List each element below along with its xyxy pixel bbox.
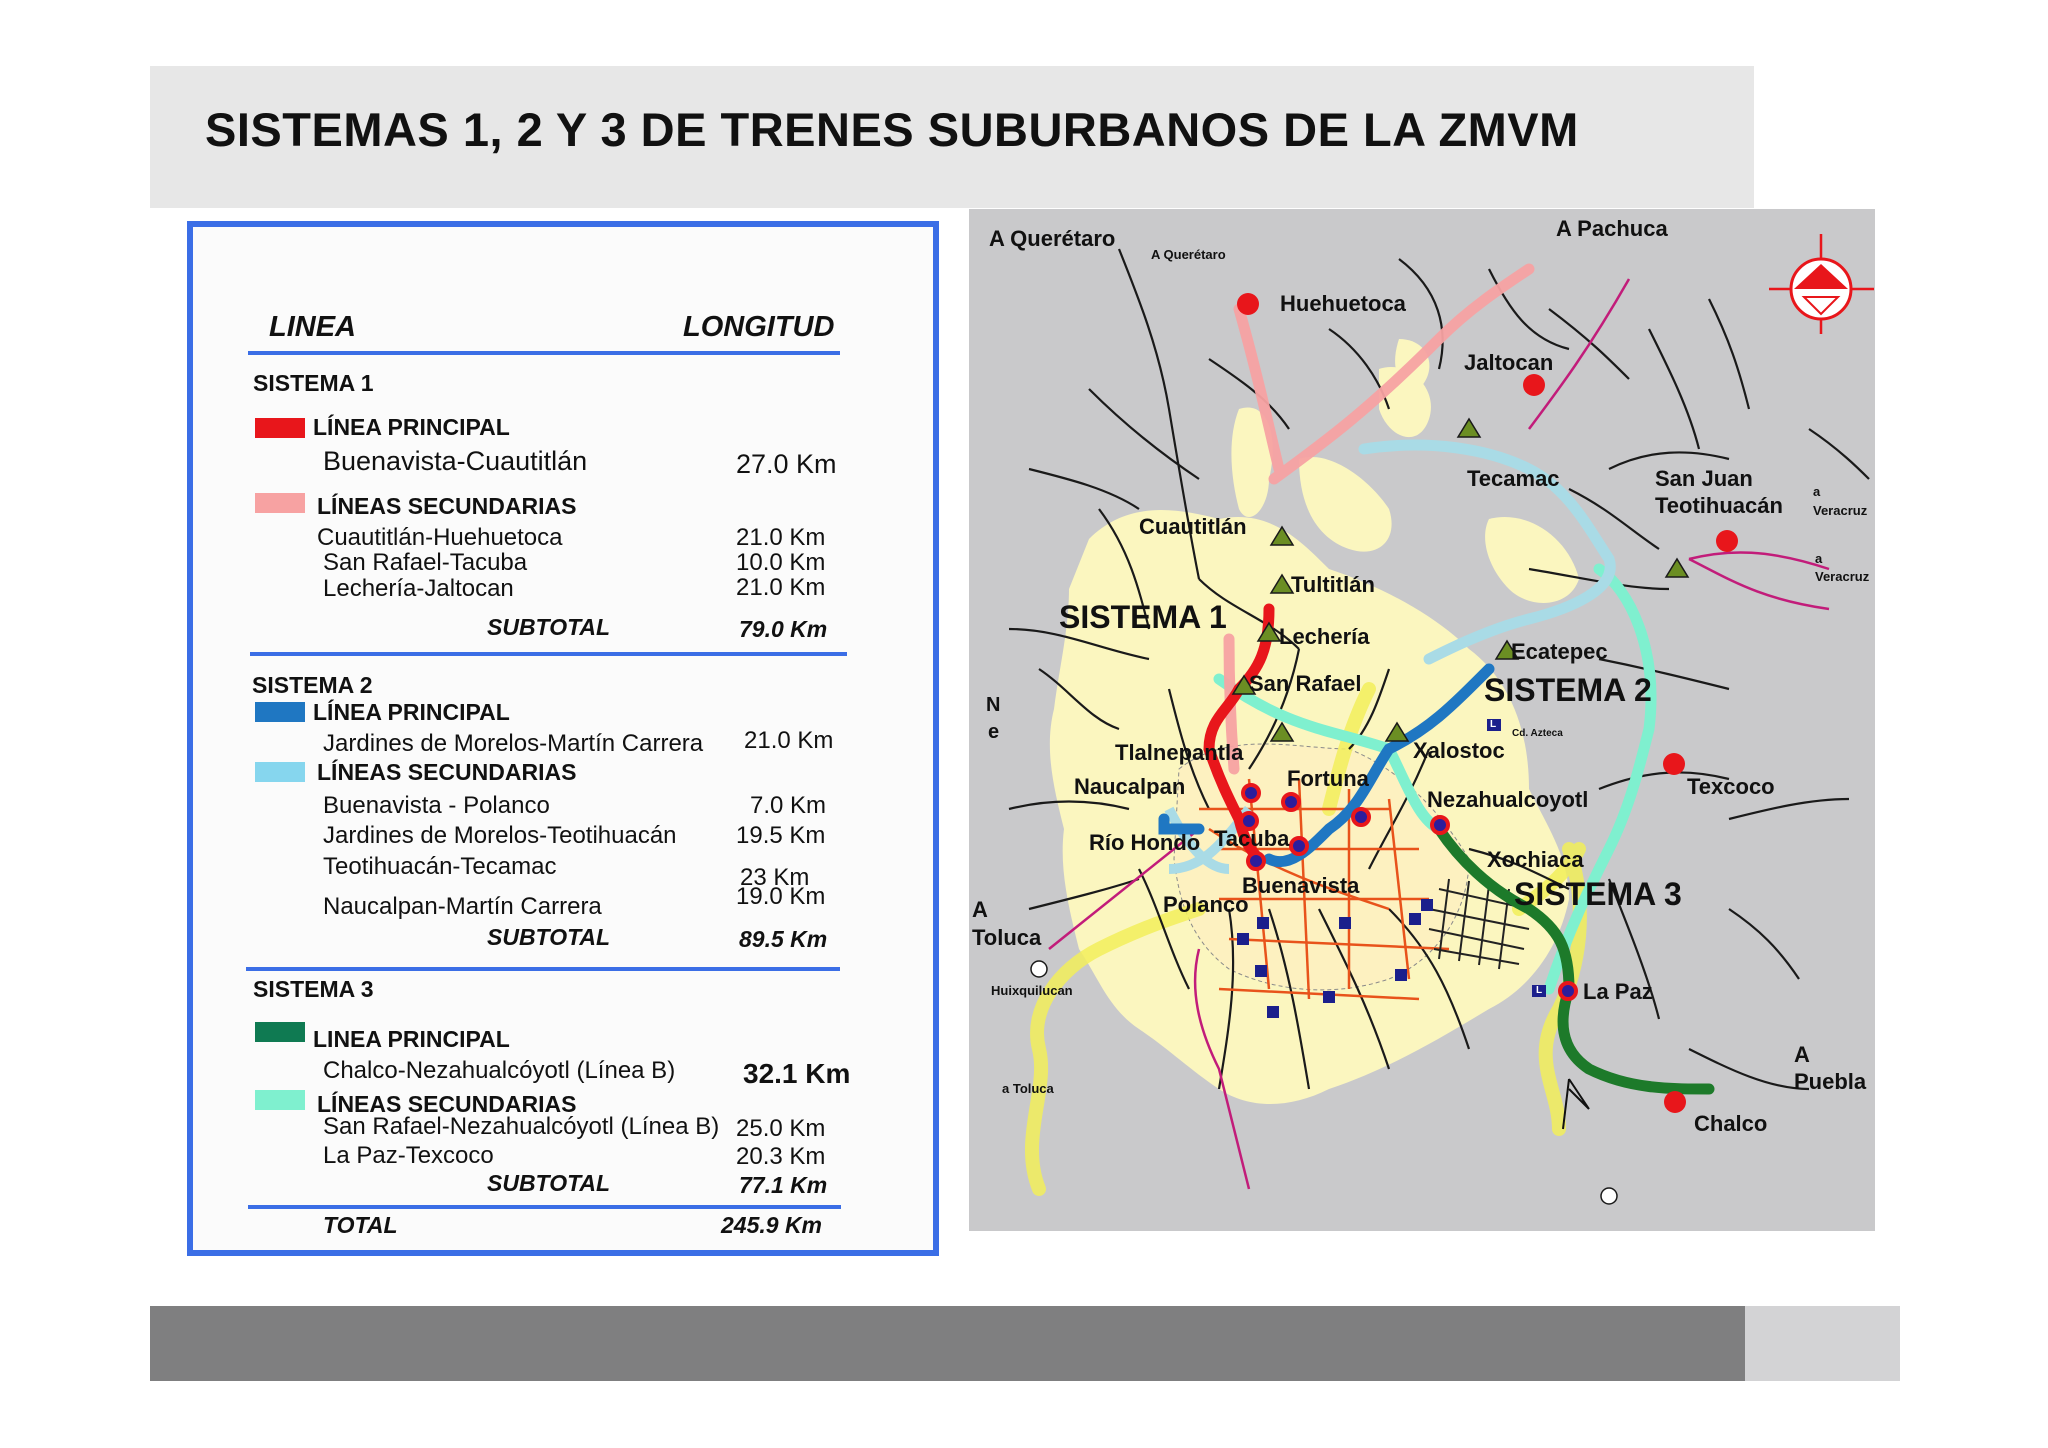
sistema3-principal-km: 32.1 Km xyxy=(743,1058,851,1089)
header-longitud: LONGITUD xyxy=(683,311,835,343)
label-a-pachuca: A Pachuca xyxy=(1556,216,1668,241)
label-nezahualcoyotl: Nezahualcoyotl xyxy=(1427,787,1589,812)
label-xalostoc: Xalostoc xyxy=(1413,738,1505,763)
total-label: TOTAL xyxy=(323,1212,398,1238)
swatch-principal-1 xyxy=(255,418,305,438)
sistema1-line-2: San Rafael-Tacuba xyxy=(323,549,528,576)
label-rio-hondo: Río Hondo xyxy=(1089,830,1201,855)
swatch-secundaria-3 xyxy=(255,1090,305,1110)
sistema2-km-3: 23 Km xyxy=(740,864,810,891)
swatch-secundaria-1 xyxy=(255,493,305,513)
divider xyxy=(246,967,840,971)
sistema2-km-4: 19.0 Km xyxy=(736,883,826,910)
label-a-puebla-b: Puebla xyxy=(1794,1069,1867,1094)
divider xyxy=(250,652,847,656)
sistema2-line-1: Buenavista - Polanco xyxy=(323,792,550,819)
label-fortuna: Fortuna xyxy=(1287,766,1369,791)
label-jaltocan: Jaltocan xyxy=(1464,350,1554,375)
label-san-juan: San Juan xyxy=(1655,466,1753,491)
label-veracruz-2: Veracruz xyxy=(1815,569,1870,584)
label-a-queretaro: A Querétaro xyxy=(989,226,1116,251)
sistema1-principal-label: LÍNEA PRINCIPAL xyxy=(313,414,510,440)
total-km: 245.9 Km xyxy=(721,1212,823,1238)
label-n: N xyxy=(986,694,1001,716)
label-ecatepec: Ecatepec xyxy=(1511,639,1608,664)
label-buenavista: Buenavista xyxy=(1242,873,1360,898)
label-tacuba: Tacuba xyxy=(1214,826,1290,851)
header-linea: LINEA xyxy=(269,311,356,343)
sistema1-title: SISTEMA 1 xyxy=(253,370,374,396)
sistema2-principal-km: 21.0 Km xyxy=(744,727,834,754)
label-naucalpan: Naucalpan xyxy=(1074,774,1186,799)
label-chalco: Chalco xyxy=(1694,1111,1768,1136)
pointer-line xyxy=(1569,1079,1589,1109)
sistema1-line-3: Lechería-Jaltocan xyxy=(323,575,514,602)
sistema1-km-1: 21.0 Km xyxy=(736,524,826,551)
sistema3-km-1: 25.0 Km xyxy=(736,1115,826,1142)
sistema2-km-2: 19.5 Km xyxy=(736,822,826,849)
sistema3-subtotal-km: 77.1 Km xyxy=(739,1172,828,1198)
swatch-principal-2 xyxy=(255,702,305,722)
label-l-1: L xyxy=(1490,719,1497,730)
label-la-paz: La Paz xyxy=(1583,979,1653,1004)
north-compass-icon xyxy=(1769,234,1874,334)
sistema3-subtotal-label: SUBTOTAL xyxy=(487,1170,611,1196)
sistema1-subtotal-label: SUBTOTAL xyxy=(487,614,611,640)
sistema1-subtotal-km: 79.0 Km xyxy=(739,616,828,642)
sistema2-title: SISTEMA 2 xyxy=(252,672,373,698)
sistema1-km-2: 10.0 Km xyxy=(736,549,826,576)
swatch-secundaria-2 xyxy=(255,762,305,782)
label-e: e xyxy=(988,721,1000,743)
label-teotihuacan: Teotihuacán xyxy=(1655,493,1783,518)
label-tlalnepantla: Tlalnepantla xyxy=(1115,740,1244,765)
label-sistema1: SISTEMA 1 xyxy=(1059,599,1227,635)
label-cuautitlan: Cuautitlán xyxy=(1139,514,1247,539)
label-cd-azteca: Cd. Azteca xyxy=(1512,728,1563,739)
label-huehuetoca: Huehuetoca xyxy=(1280,291,1406,316)
map-drawing xyxy=(969,209,1875,1231)
label-tecamac: Tecamac xyxy=(1467,466,1560,491)
footer-bar xyxy=(150,1306,1745,1381)
label-a-toluca-small: a Toluca xyxy=(1002,1081,1054,1096)
sistema2-subtotal-label: SUBTOTAL xyxy=(487,924,611,950)
label-l-2: L xyxy=(1536,985,1543,996)
sistema3-km-2: 20.3 Km xyxy=(736,1143,826,1170)
sistema2-line-3: Teotihuacán-Tecamac xyxy=(323,853,557,880)
sistema1-line-1: Cuautitlán-Huehuetoca xyxy=(317,524,563,551)
label-tultitlan: Tultitlán xyxy=(1291,572,1375,597)
sistema1-secundarias-label: LÍNEAS SECUNDARIAS xyxy=(317,493,577,519)
footer-bar-accent xyxy=(1745,1306,1900,1381)
sistema1-principal-km: 27.0 Km xyxy=(736,449,837,479)
sistema1-principal-line: Buenavista-Cuautitlán xyxy=(323,446,588,476)
label-a-toluca-b: Toluca xyxy=(972,925,1042,950)
label-sistema3: SISTEMA 3 xyxy=(1514,876,1682,912)
label-a-puebla-a: A xyxy=(1794,1042,1810,1067)
label-a-toluca-a: A xyxy=(972,897,988,922)
label-san-rafael: San Rafael xyxy=(1249,671,1362,696)
page-title: SISTEMAS 1, 2 Y 3 DE TRENES SUBURBANOS DE LA ZMVM xyxy=(205,103,1579,156)
sistema3-title: SISTEMA 3 xyxy=(253,976,374,1002)
label-xochiaca: Xochiaca xyxy=(1487,847,1584,872)
sistema1-km-3: 21.0 Km xyxy=(736,574,826,601)
rail-network-map xyxy=(969,209,1875,1231)
label-polanco: Polanco xyxy=(1163,892,1249,917)
sistema2-principal-label: LÍNEA PRINCIPAL xyxy=(313,699,510,725)
label-veracruz-a1: a xyxy=(1813,484,1821,499)
sistema2-line-2: Jardines de Morelos-Teotihuacán xyxy=(323,822,677,849)
sistema3-principal-line: Chalco-Nezahualcóyotl (Línea B) xyxy=(323,1057,676,1084)
lines-table-panel xyxy=(187,221,939,1256)
divider xyxy=(248,1205,841,1209)
sistema3-secundarias-label: LÍNEAS SECUNDARIAS xyxy=(317,1091,577,1117)
sistema3-line-2: La Paz-Texcoco xyxy=(323,1142,494,1169)
sistema2-km-1: 7.0 Km xyxy=(750,792,827,819)
sistema2-subtotal-km: 89.5 Km xyxy=(739,926,828,952)
sistema3-principal-label: LINEA PRINCIPAL xyxy=(313,1026,510,1052)
label-veracruz-1: Veracruz xyxy=(1813,503,1868,518)
divider xyxy=(248,351,840,355)
label-sistema2: SISTEMA 2 xyxy=(1484,672,1652,708)
sistema2-secundarias-label: LÍNEAS SECUNDARIAS xyxy=(317,759,577,785)
sistema3-line-1: San Rafael-Nezahualcóyotl (Línea B) xyxy=(323,1113,720,1140)
label-veracruz-a2: a xyxy=(1815,551,1823,566)
label-texcoco: Texcoco xyxy=(1687,774,1775,799)
label-lecheria: Lechería xyxy=(1279,624,1370,649)
pointer-line xyxy=(1563,1079,1569,1129)
label-huixquilucan: Huixquilucan xyxy=(991,983,1073,998)
sistema2-principal-line: Jardines de Morelos-Martín Carrera xyxy=(323,730,704,757)
label-a-queretaro-small: A Querétaro xyxy=(1151,247,1226,262)
swatch-principal-3 xyxy=(255,1022,305,1042)
sistema2-line-4: Naucalpan-Martín Carrera xyxy=(323,893,602,920)
